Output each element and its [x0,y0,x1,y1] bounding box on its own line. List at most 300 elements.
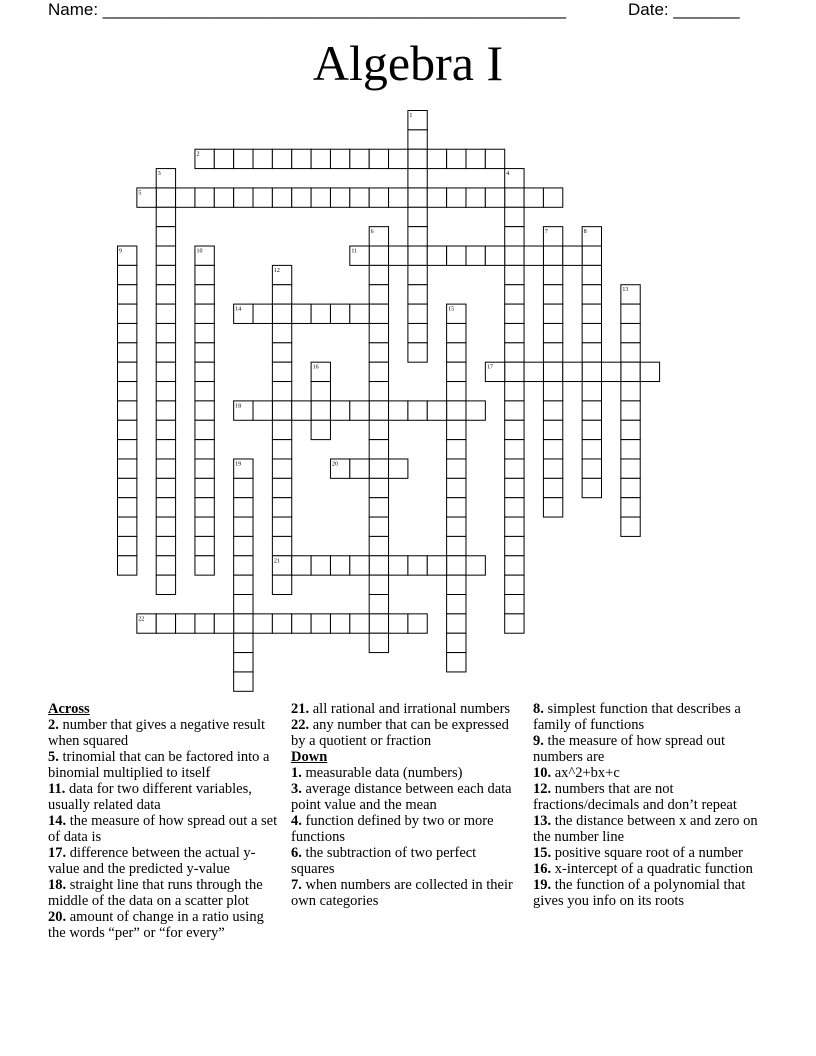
grid-cell[interactable] [156,227,175,246]
grid-cell[interactable] [156,517,175,536]
grid-cell[interactable] [195,362,214,381]
grid-cell[interactable] [408,169,427,188]
grid-cell[interactable] [156,285,175,304]
grid-cell[interactable] [234,672,253,691]
grid-cell[interactable] [543,323,562,342]
grid-cell[interactable] [369,459,388,478]
grid-cell[interactable] [311,188,330,207]
grid-cell[interactable] [369,420,388,439]
grid-cell[interactable] [195,323,214,342]
grid-cell[interactable] [214,188,233,207]
grid-cell[interactable] [505,478,524,497]
grid-cell[interactable] [543,420,562,439]
grid-cell[interactable] [118,420,137,439]
grid-cell[interactable] [272,323,291,342]
grid-cell[interactable] [582,478,601,497]
grid-cell[interactable] [195,498,214,517]
grid-cell[interactable] [563,246,582,265]
grid-cell[interactable] [156,323,175,342]
across-clue [291,701,523,717]
grid-cell[interactable] [621,440,640,459]
grid-cell[interactable] [350,556,369,575]
grid-cell[interactable] [156,498,175,517]
clue-number: 15. [533,845,552,861]
grid-cell[interactable] [330,401,349,420]
across-clue-list-continued [291,701,523,749]
grid-cell[interactable] [272,478,291,497]
grid-cell[interactable] [311,420,330,439]
grid-cell[interactable] [505,459,524,478]
grid-cell[interactable] [447,575,466,594]
grid-cell[interactable] [234,188,253,207]
grid-cell[interactable] [369,382,388,401]
name-field[interactable]: Name: _________________________________________________ [48,0,567,19]
grid-cell[interactable] [156,304,175,323]
grid-cell[interactable] [505,188,524,207]
grid-cell[interactable] [543,401,562,420]
grid-cell[interactable] [505,382,524,401]
grid-cell[interactable] [272,575,291,594]
grid-cell[interactable] [118,401,137,420]
grid-cell[interactable] [505,265,524,284]
grid-cell[interactable] [447,401,466,420]
grid-cell[interactable] [292,614,311,633]
grid-cell[interactable] [621,304,640,323]
grid-cell[interactable] [408,227,427,246]
grid-cell[interactable] [389,401,408,420]
grid-cell[interactable] [369,440,388,459]
grid-cell[interactable] [272,517,291,536]
grid-cell[interactable] [543,343,562,362]
grid-cell[interactable] [272,498,291,517]
grid-cell[interactable] [156,265,175,284]
grid-cell[interactable] [505,517,524,536]
grid-cell[interactable] [582,285,601,304]
grid-cell[interactable] [621,517,640,536]
grid-cell[interactable] [195,459,214,478]
grid-cell[interactable] [602,362,621,381]
grid-cell[interactable] [156,207,175,226]
grid-cell[interactable] [505,343,524,362]
grid-cell[interactable] [292,401,311,420]
cell-number: 10 [196,248,203,255]
grid-cell[interactable] [350,614,369,633]
grid-cell[interactable] [505,614,524,633]
grid-cell[interactable] [466,401,485,420]
grid-cell[interactable] [330,304,349,323]
grid-cell[interactable] [447,498,466,517]
grid-cell[interactable] [234,614,253,633]
grid-cell[interactable] [234,653,253,672]
grid-cell[interactable] [369,323,388,342]
grid-cell[interactable] [369,343,388,362]
grid-cell[interactable] [466,556,485,575]
grid-cell[interactable] [350,401,369,420]
grid-cell[interactable] [195,188,214,207]
grid-cell[interactable] [292,304,311,323]
grid-cell[interactable] [118,285,137,304]
grid-cell[interactable] [176,188,195,207]
grid-cell[interactable] [447,653,466,672]
grid-cell[interactable] [330,556,349,575]
grid-cell[interactable] [389,459,408,478]
grid-cell[interactable] [118,304,137,323]
grid-cell[interactable] [195,343,214,362]
grid-cell[interactable] [582,401,601,420]
grid-cell[interactable] [195,304,214,323]
clue-number: 18. [48,877,67,893]
grid-cell[interactable] [447,246,466,265]
grid-cell[interactable] [118,362,137,381]
grid-cell[interactable] [272,188,291,207]
grid-cell[interactable] [272,401,291,420]
grid-cell[interactable] [272,343,291,362]
grid-cell[interactable] [369,304,388,323]
grid-cell[interactable] [369,595,388,614]
grid-cell[interactable] [156,440,175,459]
grid-cell[interactable] [543,498,562,517]
clue-text: measurable data (numbers) [301,765,463,781]
grid-cell[interactable] [543,440,562,459]
grid-cell[interactable] [195,478,214,497]
grid-cell[interactable] [272,362,291,381]
grid-cell[interactable] [621,343,640,362]
grid-cell[interactable] [408,304,427,323]
grid-cell[interactable] [466,246,485,265]
clue-number: 20. [48,909,67,925]
down-clue [291,813,523,845]
grid-cell[interactable] [582,265,601,284]
grid-cell[interactable] [195,536,214,555]
cell-number: 22 [138,616,145,623]
grid-cell[interactable] [447,323,466,342]
grid-cell[interactable] [640,362,659,381]
grid-cell[interactable] [505,556,524,575]
grid-cell[interactable] [447,382,466,401]
grid-cell[interactable] [272,614,291,633]
grid-cell[interactable] [408,149,427,168]
grid-cell[interactable] [311,556,330,575]
grid-cell[interactable] [408,130,427,149]
grid-cell[interactable] [156,536,175,555]
grid-cell[interactable] [447,478,466,497]
grid-cell[interactable] [408,246,427,265]
grid-cell[interactable] [485,149,504,168]
grid-cell[interactable] [253,401,272,420]
grid-cell[interactable] [369,265,388,284]
grid-cell[interactable] [621,401,640,420]
grid-cell[interactable] [408,401,427,420]
grid-cell[interactable] [505,304,524,323]
grid-cell[interactable] [505,536,524,555]
date-field[interactable]: Date: _______ [628,0,740,19]
grid-cell[interactable] [234,478,253,497]
grid-cell[interactable] [582,343,601,362]
grid-cell[interactable] [447,614,466,633]
grid-cell[interactable] [563,362,582,381]
grid-cell[interactable] [253,304,272,323]
grid-cell[interactable] [447,149,466,168]
grid-cell[interactable] [253,188,272,207]
grid-cell[interactable] [582,304,601,323]
grid-cell[interactable] [272,459,291,478]
grid-cell[interactable] [292,556,311,575]
cell-number: 5 [138,190,142,197]
grid-cell[interactable] [253,614,272,633]
grid-cell[interactable] [389,246,408,265]
grid-cell[interactable] [447,556,466,575]
grid-cell[interactable] [505,285,524,304]
grid-cell[interactable] [369,149,388,168]
grid-cell[interactable] [524,188,543,207]
grid-cell[interactable] [389,556,408,575]
grid-cell[interactable] [447,633,466,652]
grid-cell[interactable] [447,188,466,207]
grid-cell[interactable] [311,304,330,323]
grid-cell[interactable] [582,459,601,478]
grid-cell[interactable] [272,149,291,168]
grid-cell[interactable] [234,633,253,652]
grid-cell[interactable] [272,285,291,304]
grid-cell[interactable] [156,246,175,265]
across-clue [48,813,280,845]
grid-cell[interactable] [156,478,175,497]
grid-cell[interactable] [505,227,524,246]
grid-cell[interactable] [369,633,388,652]
grid-cell[interactable] [427,149,446,168]
grid-cell[interactable] [311,382,330,401]
grid-cell[interactable] [408,207,427,226]
grid-cell[interactable] [118,517,137,536]
grid-cell[interactable] [389,149,408,168]
grid-cell[interactable] [543,246,562,265]
grid-cell[interactable] [118,478,137,497]
grid-cell[interactable] [118,498,137,517]
grid-cell[interactable] [156,382,175,401]
grid-cell[interactable] [292,149,311,168]
grid-cell[interactable] [543,265,562,284]
grid-cell[interactable] [292,188,311,207]
grid-cell[interactable] [195,401,214,420]
grid-cell[interactable] [156,556,175,575]
grid-cell[interactable] [118,343,137,362]
down-clue [533,845,765,861]
grid-cell[interactable] [195,265,214,284]
grid-cell[interactable] [118,459,137,478]
grid-cell[interactable] [505,362,524,381]
grid-cell[interactable] [389,614,408,633]
grid-cell[interactable] [505,207,524,226]
grid-cell[interactable] [543,362,562,381]
clue-number: 16. [533,861,552,877]
grid-cell[interactable] [350,304,369,323]
grid-cell[interactable] [582,382,601,401]
grid-cell[interactable] [389,188,408,207]
clue-text: positive square root of a number [551,845,743,861]
grid-cell[interactable] [408,265,427,284]
grid-cell[interactable] [524,362,543,381]
grid-cell[interactable] [369,478,388,497]
grid-cell[interactable] [350,188,369,207]
grid-cell[interactable] [447,595,466,614]
grid-cell[interactable] [505,323,524,342]
grid-cell[interactable] [214,149,233,168]
clue-text: difference between the actual y-value and the predicted y-value [48,845,256,877]
grid-cell[interactable] [195,614,214,633]
grid-cell[interactable] [466,188,485,207]
grid-cell[interactable] [505,401,524,420]
grid-cell[interactable] [447,440,466,459]
grid-cell[interactable] [330,614,349,633]
grid-cell[interactable] [447,459,466,478]
grid-cell[interactable] [408,614,427,633]
grid-cell[interactable] [543,382,562,401]
grid-cell[interactable] [485,246,504,265]
grid-cell[interactable] [311,614,330,633]
clue-text: trinomial that can be factored into a binomial multiplied to itself [48,749,270,781]
grid-cell[interactable] [156,420,175,439]
grid-cell[interactable] [447,536,466,555]
grid-cell[interactable] [118,536,137,555]
grid-cell[interactable] [427,188,446,207]
grid-cell[interactable] [369,556,388,575]
grid-cell[interactable] [311,401,330,420]
grid-cell[interactable] [156,362,175,381]
grid-cell[interactable] [156,614,175,633]
grid-cell[interactable] [118,323,137,342]
grid-cell[interactable] [156,401,175,420]
across-clue [48,909,280,941]
grid-cell[interactable] [156,459,175,478]
grid-cell[interactable] [582,246,601,265]
grid-cell[interactable] [505,595,524,614]
grid-cell[interactable] [369,575,388,594]
clue-number: 12. [533,781,552,797]
grid-cell[interactable] [214,614,233,633]
grid-cell[interactable] [427,556,446,575]
grid-cell[interactable] [408,323,427,342]
grid-cell[interactable] [234,149,253,168]
grid-cell[interactable] [272,420,291,439]
grid-cell[interactable] [369,401,388,420]
grid-cell[interactable] [330,188,349,207]
grid-cell[interactable] [369,246,388,265]
grid-cell[interactable] [195,382,214,401]
grid-cell[interactable] [118,440,137,459]
grid-cell[interactable] [582,323,601,342]
grid-cell[interactable] [582,420,601,439]
grid-cell[interactable] [447,343,466,362]
grid-cell[interactable] [582,362,601,381]
grid-cell[interactable] [621,382,640,401]
down-clue [291,765,523,781]
grid-cell[interactable] [195,440,214,459]
grid-cell[interactable] [408,556,427,575]
grid-cell[interactable] [408,343,427,362]
grid-cell[interactable] [369,285,388,304]
grid-cell[interactable] [408,285,427,304]
grid-cell[interactable] [369,536,388,555]
grid-cell[interactable] [272,304,291,323]
grid-cell[interactable] [427,401,446,420]
across-clue [48,845,280,877]
grid-cell[interactable] [330,149,349,168]
grid-cell[interactable] [234,517,253,536]
grid-cell[interactable] [118,382,137,401]
grid-cell[interactable] [350,149,369,168]
grid-cell[interactable] [272,440,291,459]
grid-cell[interactable] [505,440,524,459]
clue-number: 4. [291,813,302,829]
grid-cell[interactable] [621,420,640,439]
grid-cell[interactable] [234,498,253,517]
grid-cell[interactable] [234,575,253,594]
grid-cell[interactable] [195,420,214,439]
grid-cell[interactable] [369,362,388,381]
grid-cell[interactable] [447,362,466,381]
grid-cell[interactable] [195,285,214,304]
grid-cell[interactable] [350,459,369,478]
grid-cell[interactable] [176,614,195,633]
grid-cell[interactable] [582,440,601,459]
clue-number: 1. [291,765,302,781]
grid-cell[interactable] [505,498,524,517]
grid-cell[interactable] [234,556,253,575]
grid-cell[interactable] [195,556,214,575]
grid-cell[interactable] [447,517,466,536]
grid-cell[interactable] [621,362,640,381]
grid-cell[interactable] [272,536,291,555]
grid-cell[interactable] [118,265,137,284]
grid-cell[interactable] [369,188,388,207]
cell-number: 6 [370,229,374,236]
grid-cell[interactable] [369,498,388,517]
grid-cell[interactable] [485,188,504,207]
grid-cell[interactable] [408,188,427,207]
grid-cell[interactable] [118,556,137,575]
grid-cell[interactable] [447,420,466,439]
grid-cell[interactable] [505,575,524,594]
grid-cell[interactable] [543,188,562,207]
grid-cell[interactable] [621,323,640,342]
grid-cell[interactable] [524,246,543,265]
clue-text: ax^2+bx+c [551,765,620,781]
grid-cell[interactable] [156,343,175,362]
grid-cell[interactable] [621,498,640,517]
grid-cell[interactable] [543,285,562,304]
grid-cell[interactable] [311,149,330,168]
grid-cell[interactable] [505,246,524,265]
grid-cell[interactable] [621,478,640,497]
grid-cell[interactable] [156,188,175,207]
grid-cell[interactable] [466,149,485,168]
grid-cell[interactable] [543,478,562,497]
clue-text: data for two different variables, usually related data [48,781,252,813]
grid-cell[interactable] [543,459,562,478]
grid-cell[interactable] [543,304,562,323]
grid-cell[interactable] [253,149,272,168]
grid-cell[interactable] [234,595,253,614]
grid-cell[interactable] [234,536,253,555]
grid-cell[interactable] [272,382,291,401]
grid-cell[interactable] [369,517,388,536]
grid-cell[interactable] [621,459,640,478]
grid-cell[interactable] [195,517,214,536]
grid-cell[interactable] [156,575,175,594]
grid-cell[interactable] [427,246,446,265]
grid-cell[interactable] [369,614,388,633]
grid-cell[interactable] [505,420,524,439]
